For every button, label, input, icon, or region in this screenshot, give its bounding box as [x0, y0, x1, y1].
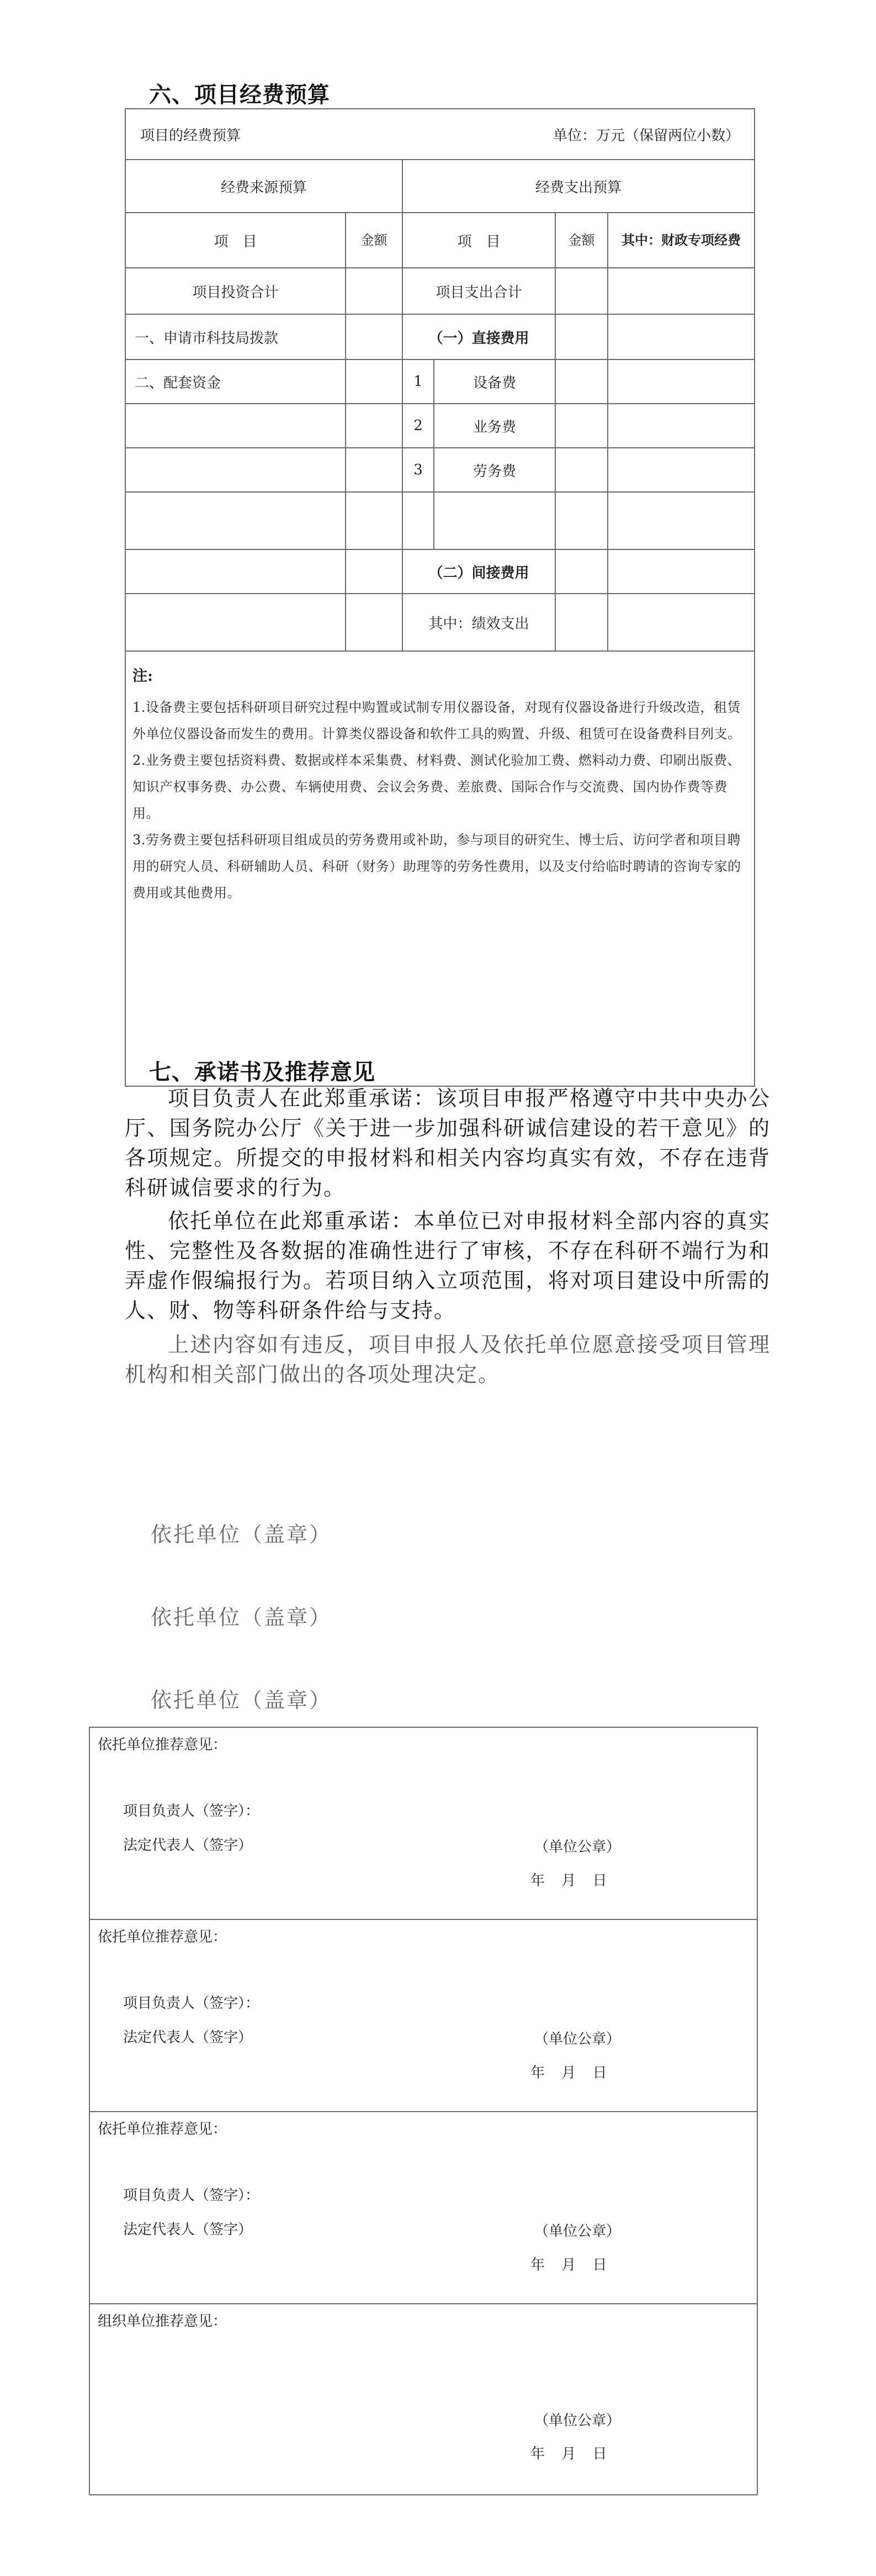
institution-seal: 依托单位（盖章） — [151, 1605, 332, 1630]
date-label[interactable]: 年 月 日 — [530, 2257, 607, 2273]
business-fiscal[interactable] — [608, 404, 755, 448]
business-amount[interactable] — [555, 404, 608, 448]
unit-seal-label: （单位公章） — [534, 2031, 621, 2048]
expense-blank-cell[interactable] — [434, 492, 555, 549]
recommendation-box-4 — [89, 2303, 758, 2495]
unit-seal-label: （单位公章） — [534, 2413, 621, 2429]
performance-label: 其中：绩效支出 — [402, 594, 555, 651]
income-blank-amount[interactable] — [346, 492, 402, 549]
col-amount-income: 金额 — [346, 213, 402, 268]
labor-label: 劳务费 — [434, 448, 555, 492]
violation-statement: 上述内容如有违反，项目申报人及依托单位愿意接受项目管理机构和相关部门做出的各项处理决定。 — [125, 1332, 771, 1387]
project-leader-signature[interactable]: 项目负责人（签字）： — [123, 1803, 260, 1819]
recommendation-box-2 — [89, 1919, 758, 2112]
performance-amount[interactable] — [555, 594, 608, 651]
income-blank-cell[interactable] — [125, 594, 346, 651]
income-blank-cell[interactable] — [125, 404, 346, 448]
income-blank-cell[interactable] — [125, 448, 346, 492]
business-label: 业务费 — [434, 404, 555, 448]
row-number: 2 — [402, 404, 434, 448]
direct-cost-fiscal[interactable] — [608, 314, 755, 359]
date-label[interactable]: 年 月 日 — [530, 2065, 607, 2081]
notes-cell — [125, 651, 755, 1086]
recommendation-title: 依托单位推荐意见： — [98, 1929, 227, 1945]
col-item-expense: 项 目 — [402, 213, 555, 268]
col-amount-expense: 金额 — [555, 213, 608, 268]
direct-cost-amount[interactable] — [555, 314, 608, 359]
equipment-amount[interactable] — [555, 359, 608, 404]
recommendation-title: 依托单位推荐意见： — [98, 2121, 227, 2138]
recommendation-box-3 — [89, 2111, 758, 2304]
legal-rep-signature[interactable]: 法定代表人（签字） — [123, 2221, 253, 2238]
legal-rep-signature[interactable]: 法定代表人（签字） — [123, 1837, 253, 1854]
notes-title: 注: — [132, 668, 153, 685]
income-blank-amount[interactable] — [346, 594, 402, 651]
legal-rep-signature[interactable]: 法定代表人（签字） — [123, 2029, 253, 2046]
income-row-1-label: 一、申请市科技局拨款 — [125, 314, 346, 359]
col-item-income: 项 目 — [125, 213, 346, 268]
applicant-commitment: 项目负责人在此郑重承诺：该项目申报严格遵守中共中央办公厅、国务院办公厅《关于进一步加强科研诚信建设的若干意见》的各项规定。所提交的申报材料和相关内容均真实有效，不存在违背科研诚信要求的行为。 — [125, 1086, 771, 1200]
equipment-fiscal[interactable] — [608, 359, 755, 404]
section7-title: 七、承诺书及推荐意见 — [149, 1060, 375, 1085]
labor-fiscal[interactable] — [608, 448, 755, 492]
expense-total-fiscal[interactable] — [608, 268, 755, 314]
expense-blank-amount[interactable] — [555, 492, 608, 549]
recommendation-title: 依托单位推荐意见： — [98, 1737, 227, 1753]
expense-header: 经费支出预算 — [402, 160, 755, 213]
section6-title: 六、项目经费预算 — [149, 82, 330, 108]
expense-total-amount[interactable] — [555, 268, 608, 314]
unit-seal-label: （单位公章） — [534, 2223, 621, 2240]
indirect-cost-label: （二）间接费用 — [402, 549, 555, 594]
institution-commitment: 依托单位在此郑重承诺：本单位已对申报材料全部内容的真实性、完整性及各数据的准确性进行了审核，不存在科研不端行为和弄虚作假编报行为。若项目纳入立项范围，将对项目建设中所需的人、财、物等科研条件给与支持。 — [125, 1209, 771, 1323]
note-equipment: 1.设备费主要包括科研项目研究过程中购置或试制专用仪器设备，对现有仪器设备进行升级改造，租赁外单位仪器设备而发生的费用。计算类仪器设备和软件工具的购置、升级、租赁可在设备费科目列支。 — [132, 700, 741, 742]
indirect-cost-fiscal[interactable] — [608, 549, 755, 594]
date-label[interactable]: 年 月 日 — [530, 2446, 607, 2462]
table-header — [125, 109, 755, 160]
row-number: 3 — [402, 448, 434, 492]
budget-header-left: 项目的经费预算 — [140, 127, 241, 144]
income-total-label: 项目投资合计 — [125, 268, 346, 314]
note-labor: 3.劳务费主要包括科研项目组成员的劳务费用或补助，参与项目的研究生、博士后、访问学者和项目聘用的研究人员、科研辅助人员、科研（财务）助理等的劳务性费用，以及支付给临时聘请的咨询专家的费用或其他费用。 — [132, 832, 741, 901]
income-row-2-label: 二、配套资金 — [125, 359, 346, 404]
recommendation-title: 组织单位推荐意见： — [98, 2313, 227, 2330]
date-label[interactable]: 年 月 日 — [530, 1873, 607, 1889]
income-row-1-amount[interactable] — [346, 314, 402, 359]
budget-table — [125, 108, 755, 1087]
project-leader-signature[interactable]: 项目负责人（签字）： — [123, 2187, 260, 2204]
institution-seal: 依托单位（盖章） — [151, 1522, 332, 1547]
unit-seal-label: （单位公章） — [534, 1839, 621, 1855]
income-blank-amount[interactable] — [346, 448, 402, 492]
note-business: 2.业务费主要包括资料费、数据或样本采集费、材料费、测试化验加工费、燃料动力费、印刷出版费、知识产权事务费、办公费、车辆使用费、会议会务费、差旅费、国际合作与交流费、国内协作费等费用。 — [132, 753, 741, 821]
expense-blank-fiscal[interactable] — [608, 492, 755, 549]
labor-amount[interactable] — [555, 448, 608, 492]
income-header: 经费来源预算 — [125, 160, 402, 213]
income-blank-cell[interactable] — [125, 492, 346, 549]
performance-fiscal[interactable] — [608, 594, 755, 651]
income-blank-amount[interactable] — [346, 404, 402, 448]
row-number-blank — [402, 492, 434, 549]
income-total-amount[interactable] — [346, 268, 402, 314]
income-blank-amount[interactable] — [346, 549, 402, 594]
row-number: 1 — [402, 359, 434, 404]
unit-label: 单位：万元（保留两位小数） — [553, 127, 740, 144]
income-blank-cell[interactable] — [125, 549, 346, 594]
project-leader-signature[interactable]: 项目负责人（签字）： — [123, 1995, 260, 2012]
institution-seal: 依托单位（盖章） — [151, 1688, 332, 1712]
equipment-label: 设备费 — [434, 359, 555, 404]
direct-cost-label: （一）直接费用 — [402, 314, 555, 359]
expense-total-label: 项目支出合计 — [402, 268, 555, 314]
indirect-cost-amount[interactable] — [555, 549, 608, 594]
recommendation-box-1 — [89, 1727, 758, 1920]
income-row-2-amount[interactable] — [346, 359, 402, 404]
col-fiscal: 其中：财政专项经费 — [608, 213, 755, 268]
